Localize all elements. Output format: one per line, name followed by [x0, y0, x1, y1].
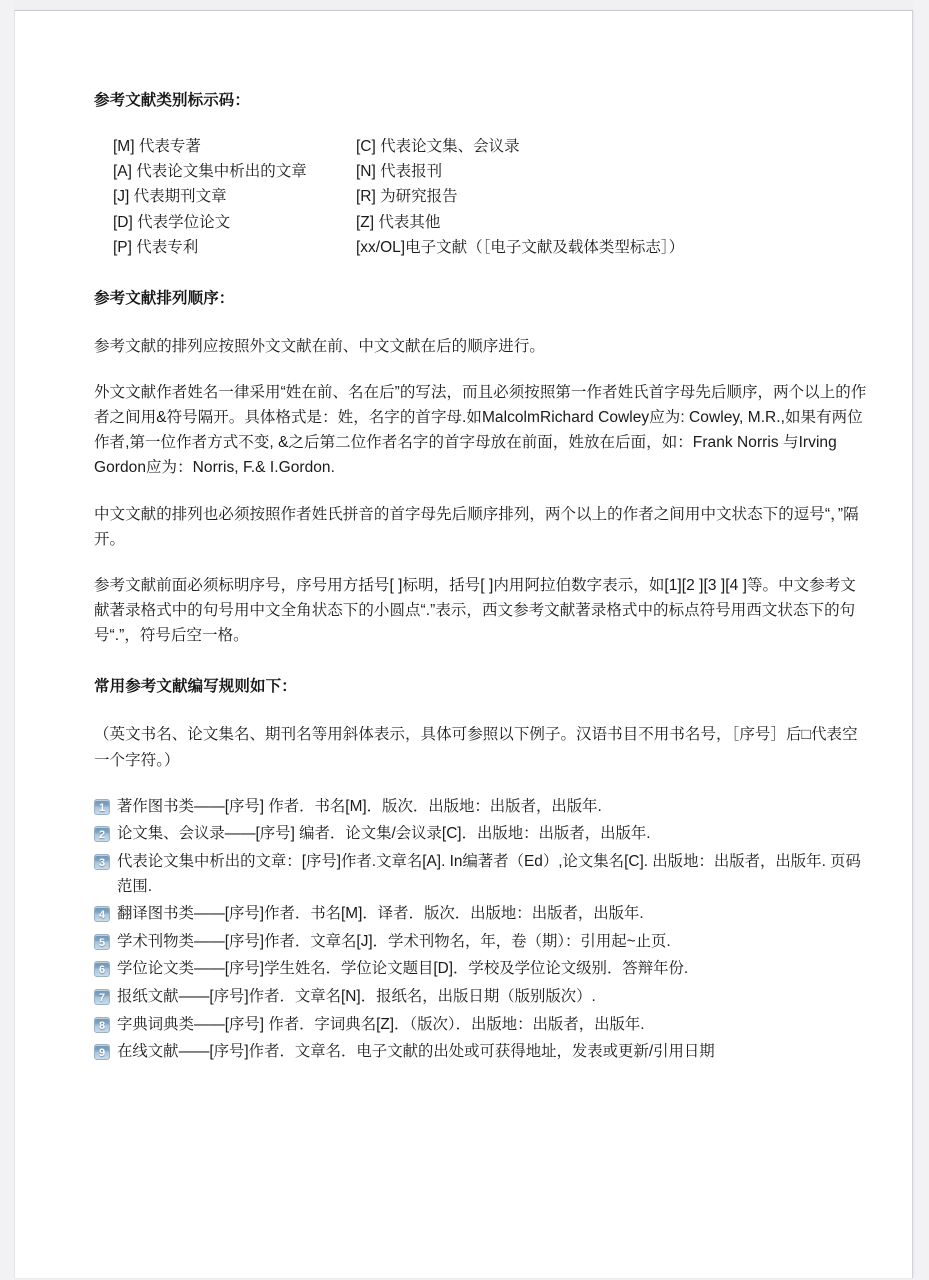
list-item-text: 翻译图书类——[序号]作者．书名[M]．译者．版次．出版地：出版者，出版年. — [117, 905, 644, 923]
page-gutter-left — [0, 0, 14, 1280]
type-code-right: [C] 代表论文集、会议录 — [356, 138, 520, 156]
heading-common-rules: 常用参考文献编写规则如下： — [94, 678, 297, 696]
list-number-badge: 4 — [94, 906, 110, 922]
paragraph-order-basic: 参考文献的排列应按照外文文献在前、中文文献在后的顺序进行。 — [94, 338, 545, 356]
type-code-left: [P] 代表专利 — [113, 238, 199, 256]
spacer — [94, 648, 869, 675]
type-code-row — [94, 235, 869, 260]
paragraph-numbering: 参考文献前面必须标明序号，序号用方括号[ ]标明，括号[ ]内用阿拉伯数字表示，如[1][2 ][3 ][4 ]等。中文参考文献著录格式中的句号用中文全角状态下的小圆点“.”表示，西文参考文献著录格式中的标点符号用西文状态下的句号“.”，符号后空一格。 — [94, 576, 856, 645]
spacer — [94, 481, 869, 502]
rules-list — [94, 795, 869, 1065]
list-item-text: 代表论文集中析出的文章：[序号]作者.文章名[A]. In编著者（Ed）,论文集名[C]. 出版地：出版者，出版年. 页码范围. — [117, 852, 861, 895]
heading-type-codes: 参考文献类别标示码： — [94, 92, 251, 109]
list-number-badge: 9 — [94, 1044, 110, 1060]
list-number-badge: 1 — [94, 799, 110, 815]
list-item-text: 报纸文献——[序号]作者．文章名[N]．报纸名，出版日期（版别版次）. — [117, 988, 596, 1006]
list-item-text: 论文集、会议录——[序号] 编者．论文集/会议录[C]．出版地：出版者，出版年. — [117, 825, 651, 843]
list-item — [94, 957, 869, 982]
type-code-right: [Z] 代表其他 — [356, 213, 441, 231]
spacer — [94, 310, 869, 334]
type-code-left: [J] 代表期刊文章 — [113, 188, 227, 206]
spacer — [94, 359, 869, 380]
paragraph-italics-note: （英文书名、论文集名、期刊名等用斜体表示，具体可参照以下例子。汉语书目不用书名号，［序号］后□代表空一个字符。） — [94, 726, 858, 769]
list-number-badge: 2 — [94, 826, 110, 842]
paragraph-chinese-names: 中文文献的排列也必须按照作者姓氏拼音的首字母先后顺序排列，两个以上的作者之间用中文状态下的逗号“，”隔开。 — [94, 505, 859, 548]
list-item — [94, 1013, 869, 1038]
document-content — [94, 89, 869, 1068]
type-code-right: [R] 为研究报告 — [356, 188, 458, 206]
type-code-right: [xx/OL]电子文献（［电子文献及载体类型标志］） — [356, 238, 685, 256]
type-code-row — [94, 184, 869, 209]
list-item — [94, 822, 869, 847]
page-gutter-right — [913, 0, 929, 1280]
list-item — [94, 930, 869, 955]
list-number-badge: 5 — [94, 934, 110, 950]
type-code-row — [94, 210, 869, 235]
type-code-left: [M] 代表专著 — [113, 138, 201, 156]
type-code-table — [94, 134, 869, 260]
list-number-badge: 8 — [94, 1017, 110, 1033]
spacer — [94, 698, 869, 722]
heading-order: 参考文献排列顺序： — [94, 289, 235, 307]
type-code-row — [94, 159, 869, 184]
list-number-badge: 6 — [94, 961, 110, 977]
list-number-badge: 3 — [94, 854, 110, 870]
list-item — [94, 985, 869, 1010]
type-code-left: [A] 代表论文集中析出的文章 — [113, 163, 307, 181]
list-item-text: 学位论文类——[序号]学生姓名．学位论文题目[D]．学校及学位论文级别．答辩年份. — [117, 960, 689, 978]
list-item-text: 在线文献——[序号]作者．文章名．电子文献的出处或可获得地址，发表或更新/引用日期 — [117, 1043, 715, 1061]
paragraph-foreign-names: 外文文献作者姓名一律采用“姓在前、名在后”的写法，而且必须按照第一作者姓氏首字母先后顺序，两个以上的作者之间用&符号隔开。具体格式是：姓，名字的首字母.如MalcolmRichard Cowley应为: Cowley, M.R.,如果有两位作者,第一位作者方式不变, &之后第二位作者名字的首字母放在前面，姓放在后面，如：Frank Norris 与Irving Gordon应为：Norris, F.& I.Gordon. — [94, 384, 867, 477]
list-item — [94, 902, 869, 927]
list-item-text: 字典词典类——[序号] 作者．字词典名[Z]．（版次）．出版地：出版者，出版年. — [117, 1015, 645, 1033]
list-number-badge: 7 — [94, 989, 110, 1005]
list-item — [94, 795, 869, 820]
spacer — [94, 260, 869, 287]
list-item-text: 著作图书类——[序号] 作者．书名[M]．版次．出版地：出版者，出版年. — [117, 797, 602, 815]
list-item-text: 学术刊物类——[序号]作者．文章名[J]．学术刊物名，年，卷（期）：引用起~止页. — [117, 932, 671, 950]
spacer — [94, 552, 869, 573]
type-code-left: [D] 代表学位论文 — [113, 213, 231, 231]
list-item — [94, 850, 869, 899]
type-code-row — [94, 134, 869, 159]
document-page — [14, 10, 913, 1278]
type-code-right: [N] 代表报刊 — [356, 163, 443, 181]
list-item — [94, 1040, 869, 1065]
